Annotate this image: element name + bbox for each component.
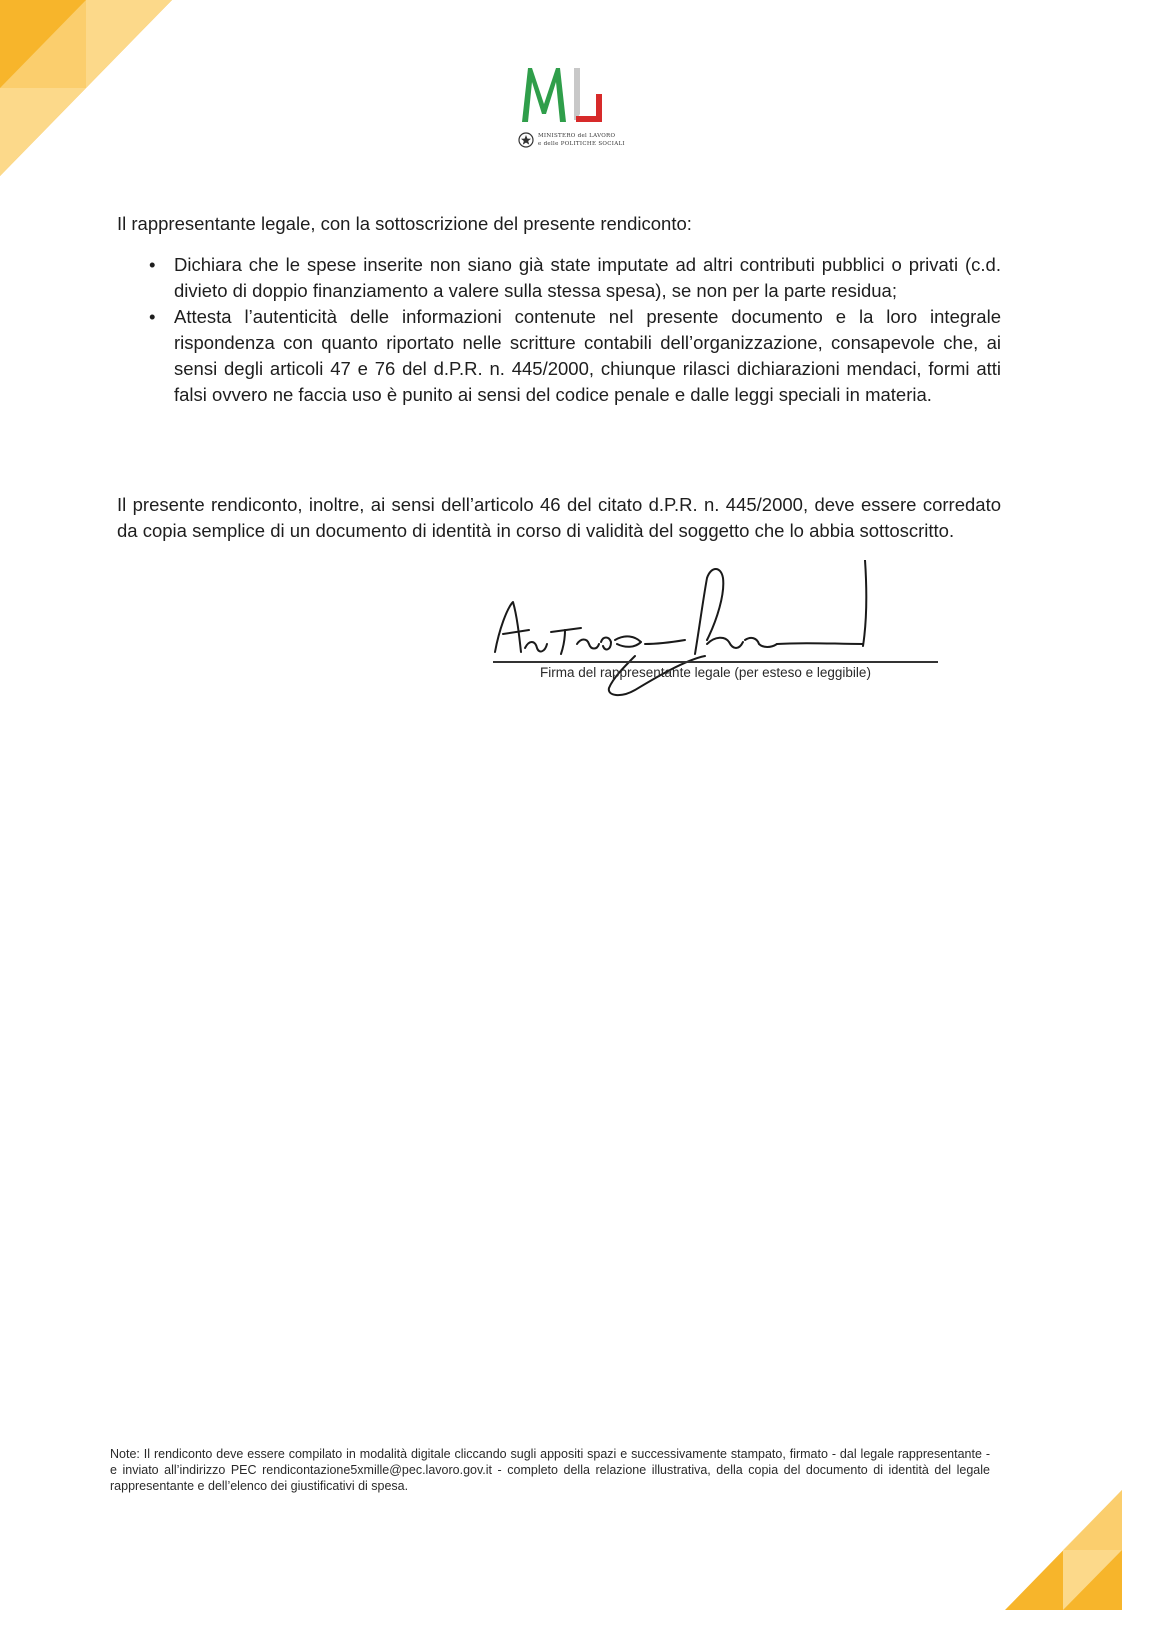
bullet-icon: • [149,306,156,327]
ministry-name-line-2: e delle POLITICHE SOCIALI [538,141,625,147]
handwritten-signature [485,560,885,710]
ministry-logo [518,64,630,154]
bullet-icon: • [149,254,156,275]
signature-line [493,661,938,663]
corner-decoration-top-left [0,0,172,176]
bullet-text: Dichiara che le spese inserite non siano già state imputate ad altri contributi pubblici o privati (c.d. divieto di doppio finanziamento a valere sulla stessa spesa), se non per la parte residua; [174,254,1001,301]
list-item [146,252,1001,304]
corner-decoration-bottom-right [1005,1490,1122,1610]
list-item [146,304,1001,408]
footer-note: Note: Il rendiconto deve essere compilato in modalità digitale cliccando sugli appositi spazi e successivamente stampato, firmato - dal legale rappresentante - e inviato all’indirizzo PEC rendicontazione5xmille@pec.lavoro.gov.it - completo della relazione illustrativa, della copia del documento di identità del legale rappresentante e dell’elenco dei giustificativi di spesa. [110,1447,990,1493]
declaration-list [146,252,1001,408]
republic-emblem-icon [518,132,534,148]
bullet-text: Attesta l’autenticità delle informazioni contenute nel presente documento e la loro integrale rispondenza con quanto riportato nelle scritture contabili dell’organizzazione, consapevole che, ai sensi degli articoli 47 e 76 del d.P.R. n. 445/2000, chiunque rilasci dichiarazioni mendaci, formi atti falsi ovvero ne faccia uso è punito ai sensi del codice penale e dalle leggi speciali in materia. [174,306,1001,405]
signature-label: Firma del rappresentante legale (per esteso e leggibile) [540,665,871,680]
ministry-name-line-1: MINISTERO del LAVORO [538,133,616,139]
intro-paragraph: Il rappresentante legale, con la sottoscrizione del presente rendiconto: [117,213,692,234]
ml-logo-mark [518,64,630,134]
closing-paragraph: Il presente rendiconto, inoltre, ai sensi dell’articolo 46 del citato d.P.R. n. 445/2000, deve essere corredato da copia semplice di un documento di identità in corso di validità del soggetto che lo abbia sottoscritto. [117,494,1001,541]
